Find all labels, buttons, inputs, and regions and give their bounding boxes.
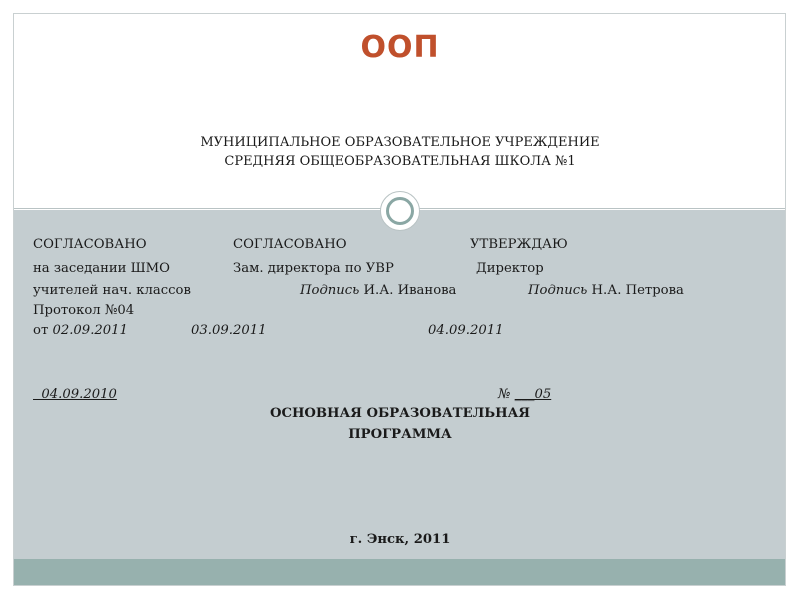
col3-date: 04.09.2011	[428, 323, 504, 338]
order-number	[498, 387, 551, 402]
divider-circle-icon	[380, 191, 420, 231]
city-year: г. Энск, 2011	[349, 532, 451, 547]
col3-signature	[528, 283, 684, 298]
order-date: 04.09.2010	[33, 387, 117, 402]
page-title: ООП	[360, 30, 440, 65]
col1-protocol: Протокол №04	[33, 303, 135, 318]
col3-role: Директор	[476, 261, 544, 276]
slide-frame	[13, 13, 786, 586]
col1-header: СОГЛАСОВАНО	[33, 237, 147, 252]
col1-date-prefix: от	[33, 323, 53, 338]
col3-sign-label: Подпись	[528, 283, 588, 298]
school-line-1: МУНИЦИПАЛЬНОЕ ОБРАЗОВАТЕЛЬНОЕ УЧРЕЖДЕНИЕ	[200, 135, 600, 150]
col3-header: УТВЕРЖДАЮ	[470, 237, 568, 252]
order-number-value: ___05	[514, 387, 552, 402]
col2-role: Зам. директора по УВР	[233, 261, 394, 276]
col1-date	[33, 323, 128, 338]
col2-name: И.А. Иванова	[359, 283, 457, 298]
col2-signature	[300, 283, 456, 298]
divider-ring-icon	[386, 197, 414, 225]
col2-date: 03.09.2011	[191, 323, 267, 338]
col2-header: СОГЛАСОВАНО	[233, 237, 347, 252]
col2-sign-label: Подпись	[300, 283, 360, 298]
col1-line3: учителей нач. классов	[33, 283, 191, 298]
col3-name: Н.А. Петрова	[587, 283, 684, 298]
col1-date-value: 02.09.2011	[52, 323, 128, 338]
school-line-2: СРЕДНЯЯ ОБЩЕОБРАЗОВАТЕЛЬНАЯ ШКОЛА №1	[224, 154, 576, 169]
program-title-line-1: ОСНОВНАЯ ОБРАЗОВАТЕЛЬНАЯ	[269, 406, 531, 421]
order-number-label: №	[498, 387, 515, 402]
col1-line2: на заседании ШМО	[33, 261, 170, 276]
program-title-line-2: ПРОГРАММА	[348, 427, 452, 442]
